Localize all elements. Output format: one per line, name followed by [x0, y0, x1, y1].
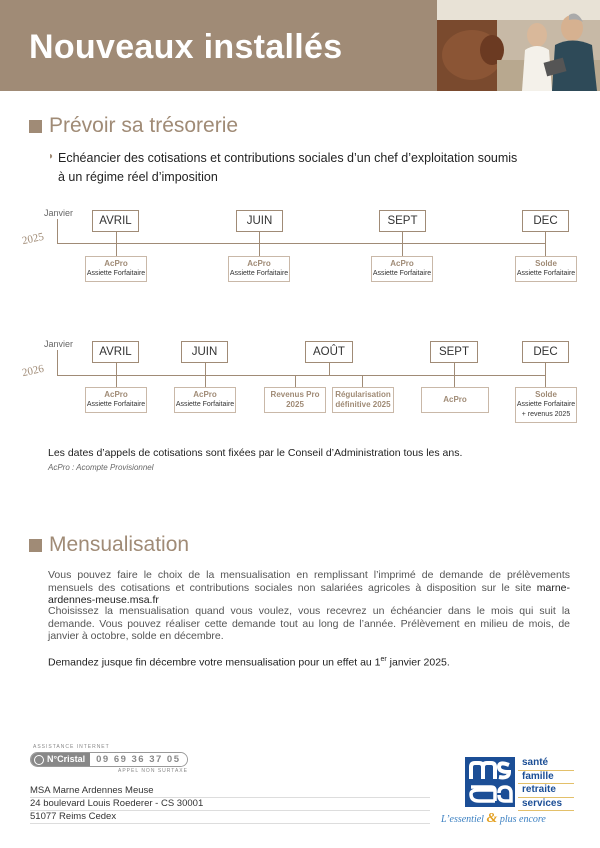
acpro-legend: AcPro : Acompte Provisionnel [48, 463, 154, 472]
cristal-phone-badge[interactable] [30, 752, 188, 767]
month-box: SEPT [430, 341, 478, 363]
month-box: JUIN [181, 341, 228, 363]
month-tick [116, 363, 117, 387]
note-box: Solde Assiette Forfaitaire + revenus 2025 [515, 387, 577, 423]
month-tick [545, 232, 546, 256]
month-tick [205, 363, 206, 387]
month-box: DEC [522, 210, 569, 232]
month-box: AVRIL [92, 341, 139, 363]
play-icon [34, 755, 44, 765]
timeline-start-tick [57, 350, 58, 375]
cristal-number: 09 69 36 37 05 [90, 752, 186, 767]
section-title-tresorerie: Prévoir sa trésorerie [29, 114, 238, 138]
note-box: Revenus Pro 2025 [264, 387, 326, 413]
month-box: DEC [522, 341, 569, 363]
page-title: Nouveaux installés [29, 28, 343, 66]
note-box: Régularisation définitive 2025 [332, 387, 394, 413]
cristal-label: N°Cristal [31, 752, 90, 767]
month-tick [259, 232, 260, 256]
header-banner [0, 0, 600, 91]
divider [30, 823, 430, 824]
timeline-start-label: Janvier [44, 339, 74, 349]
address-street: 24 boulevard Louis Roederer - CS 30001 [30, 798, 204, 809]
section-square-icon [29, 120, 42, 133]
note-box: AcPro Assiette Forfaitaire [228, 256, 290, 282]
timeline-axis [57, 375, 546, 376]
cristal-bottom-label: APPEL NON SURTAXE [118, 768, 188, 774]
note-box: AcPro Assiette Forfaitaire [85, 256, 147, 282]
dates-note: Les dates d’appels de cotisations sont fixées par le Conseil d’Administration tous les ans. [48, 447, 463, 459]
month-box: AOÛT [305, 341, 353, 363]
month-tick [362, 375, 363, 387]
bullet-arrow-icon: ◗ [48, 151, 55, 162]
farmers-photo [437, 0, 600, 91]
address-city: 51077 Reims Cedex [30, 811, 117, 822]
year-label: 2025 [20, 230, 46, 248]
timeline-axis [57, 243, 546, 244]
month-box: SEPT [379, 210, 426, 232]
paragraph-mensualisation-timing: Choisissez la mensualisation quand vous voulez, vous recevrez un échéancier dans le mois qui suit la demande. Vous pouvez réaliser cette demande tout au long de l’année. Prélèvement en milieu de mois, de janvier à octobre, solde en décembre. [48, 605, 570, 642]
note-box: AcPro [421, 387, 489, 413]
note-box: AcPro Assiette Forfaitaire [85, 387, 147, 413]
paragraph-mensualisation-choice: Vous pouvez faire le choix de la mensualisation en remplissant l’imprimé de demande de prélèvements mensuels des cotisations et contributions sociales non salariées agricoles à disposition sur le site marne-ardennes-meuse.msa.fr [48, 569, 570, 606]
month-box: JUIN [236, 210, 283, 232]
month-tick [116, 232, 117, 256]
month-tick [402, 232, 403, 256]
note-box: AcPro Assiette Forfaitaire [174, 387, 236, 413]
month-tick [545, 363, 546, 387]
timeline-start-tick [57, 219, 58, 243]
month-tick [329, 363, 330, 375]
month-box: AVRIL [92, 210, 139, 232]
site-link[interactable]: marne-ardennes-meuse.msa.fr [48, 581, 570, 606]
address-org: MSA Marne Ardennes Meuse [30, 785, 154, 796]
month-tick [295, 375, 296, 387]
month-tick [454, 363, 455, 387]
msa-logo-icon [465, 757, 515, 807]
section-square-icon [29, 539, 42, 552]
paragraph-deadline: Demandez jusque fin décembre votre mensualisation pour un effet au 1er janvier 2025. [48, 656, 450, 669]
timeline-start-label: Janvier [44, 208, 74, 218]
year-label: 2026 [20, 362, 46, 380]
bullet-text: Echéancier des cotisations et contributions sociales d’un chef d’exploitation soumis à un régime réel d’imposition [58, 151, 518, 184]
section-title-mensualisation: Mensualisation [29, 533, 189, 557]
msa-wordmark: santé famille retraite services [518, 757, 574, 811]
note-box: AcPro Assiette Forfaitaire [371, 256, 433, 282]
note-box: Solde Assiette Forfaitaire [515, 256, 577, 282]
msa-tagline: L’essentiel & plus encore [441, 811, 546, 826]
cristal-top-label: ASSISTANCE INTERNET [33, 744, 110, 750]
